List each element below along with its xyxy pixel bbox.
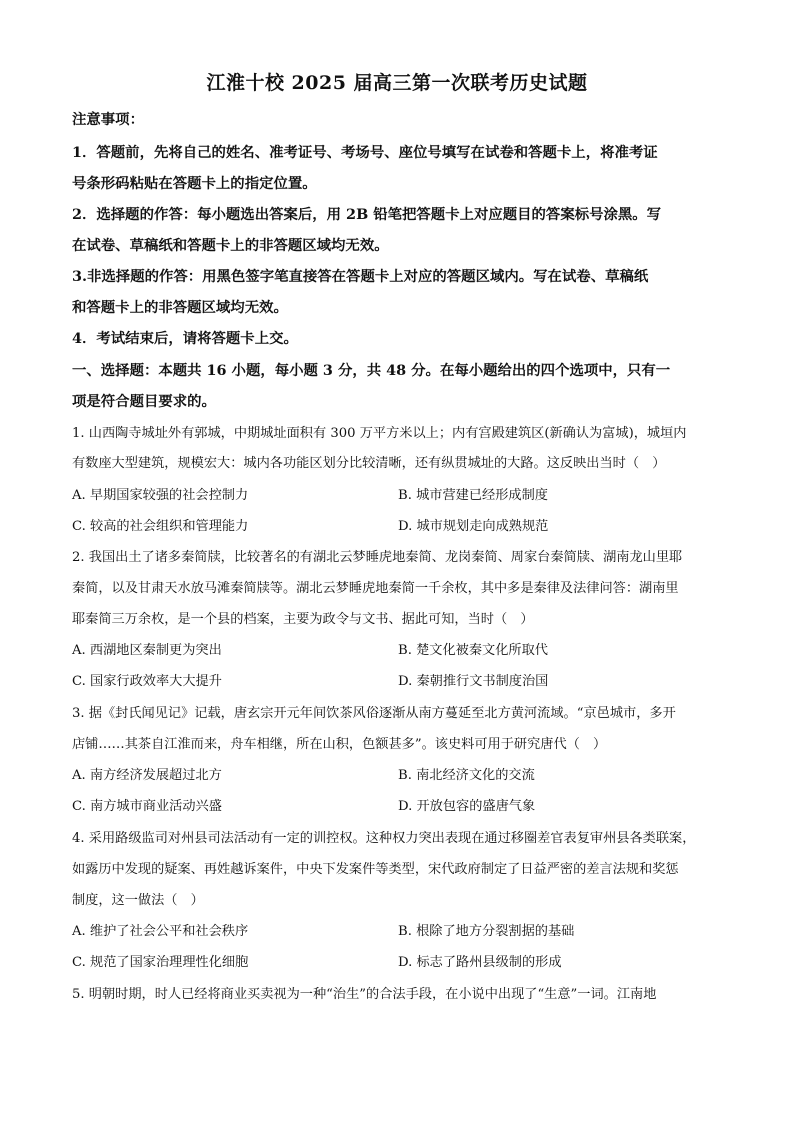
notice-line: 1．答题前，先将自己的姓名、准考证号、考场号、座位号填写在试卷和答题卡上，将准考证 — [72, 144, 658, 161]
question-1-option-d: D. 城市规划走向成熟规范 — [398, 519, 549, 534]
notice-line: 和答题卡上的非答题区域均无效。 — [72, 299, 288, 316]
question-2-option-a: A. 西湖地区秦制更为突出 — [72, 643, 222, 658]
question-1-option-c: C. 较高的社会组织和管理能力 — [72, 519, 249, 534]
question-2-option-d: D. 秦朝推行文书制度治国 — [398, 674, 549, 689]
question-4-option-c: C. 规范了国家治理理性化细胞 — [72, 955, 249, 970]
question-3-text: 店铺……其茶自江淮而来，舟车相继，所在山积，色额甚多”。该史料可用于研究唐代（ ） — [72, 737, 607, 752]
question-2-text: 耶秦简三万余枚，是一个县的档案，主要为政令与文书、据此可知，当时（ ） — [72, 612, 534, 627]
question-3-option-d: D. 开放包容的盛唐气象 — [398, 799, 536, 814]
question-4-text: 制度，这一做法（ ） — [72, 893, 204, 908]
notice-heading: 注意事项： — [72, 111, 144, 128]
question-2-text: 2. 我国出土了诸多秦简牍，比较著名的有湖北云梦睡虎地秦简、龙岗秦简、周家台秦简牍、湖南龙山里耶 — [72, 550, 683, 565]
question-1-option-a: A. 早期国家较强的社会控制力 — [72, 488, 249, 503]
question-2-option-c: C. 国家行政效率大大提升 — [72, 674, 222, 689]
notice-line: 在试卷、草稿纸和答题卡上的非答题区域均无效。 — [72, 237, 389, 254]
question-4-option-b: B. 根除了地方分裂割据的基础 — [398, 924, 575, 939]
question-5-text: 5. 明朝时期，时人已经将商业买卖视为一种“治生”的合法手段，在小说中出现了“生意”一词。江南地 — [72, 987, 657, 1002]
question-1-text: 有数座大型建筑，规模宏大：城内各功能区划分比较清晰，还有纵贯城址的大路。这反映出当时（ ） — [72, 456, 666, 471]
question-3-option-b: B. 南北经济文化的交流 — [398, 768, 535, 783]
notice-line: 号条形码粘贴在答题卡上的指定位置。 — [72, 175, 317, 192]
question-4-text: 如露历中发现的疑案、再姓越诉案件，中央下发案件等类型，宋代政府制定了日益严密的差言法规和奖惩 — [72, 862, 679, 877]
question-2-option-b: B. 楚文化被秦文化所取代 — [398, 643, 548, 658]
section-heading: 项是符合题目要求的。 — [72, 393, 216, 410]
notice-line: 3.非选择题的作答：用黑色签字笔直接答在答题卡上对应的答题区域内。写在试卷、草稿纸 — [72, 268, 649, 285]
notice-line: 4．考试结束后，请将答题卡上交。 — [72, 330, 298, 347]
question-4-text: 4. 采用路级监司对州县司法活动有一定的训控权。这种权力突出表现在通过移圈差官表复审州县各类联案， — [72, 831, 696, 846]
question-1-text: 1. 山西陶寺城址外有郭城，中期城址面积有 300 万平方米以上；内有宫殿建筑区(新确认为富城)，城垣内 — [72, 426, 687, 441]
question-4-option-a: A. 维护了社会公平和社会秩序 — [72, 924, 249, 939]
section-heading: 一、选择题：本题共 16 小题，每小题 3 分，共 48 分。在每小题给出的四个选项中，只有一 — [72, 362, 671, 379]
question-2-text: 秦简，以及甘肃天水放马滩秦简牍等。湖北云梦睡虎地秦简一千余枚，其中多是秦律及法律问答：湖南里 — [72, 581, 679, 596]
question-3-option-a: A. 南方经济发展超过北方 — [72, 768, 222, 783]
question-3-text: 3. 据《封氏闻见记》记载，唐玄宗开元年间饮茶风俗逐渐从南方蔓延至北方黄河流域。“京邑城市，多开 — [72, 706, 676, 721]
question-1-option-b: B. 城市营建已经形成制度 — [398, 488, 548, 503]
question-4-option-d: D. 标志了路州县级制的形成 — [398, 955, 562, 970]
notice-line: 2．选择题的作答：每小题选出答案后，用 2B 铅笔把答题卡上对应题目的答案标号涂黑。写 — [72, 206, 662, 223]
question-3-option-c: C. 南方城市商业活动兴盛 — [72, 799, 222, 814]
exam-title: 江淮十校 2025 届高三第一次联考历史试题 — [206, 72, 588, 94]
